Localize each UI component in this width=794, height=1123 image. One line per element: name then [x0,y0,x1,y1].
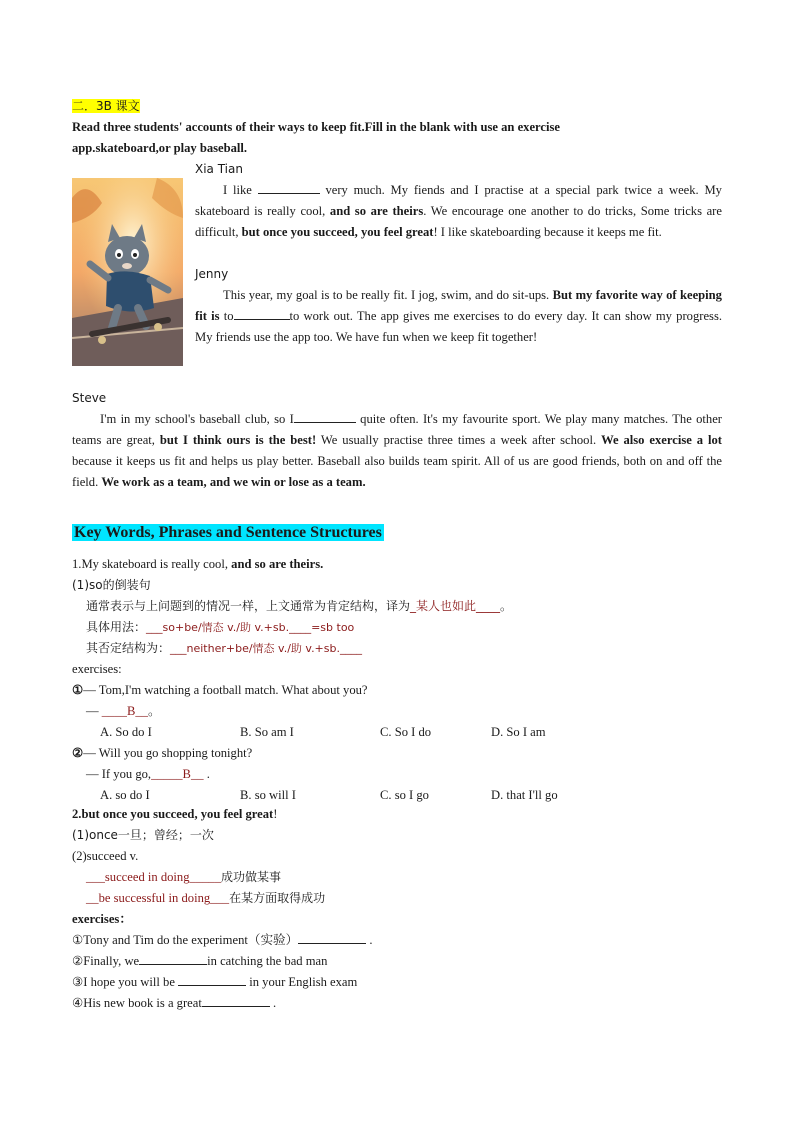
key-point-2 [72,804,722,1014]
xia-tian-bold-2: but once you succeed, you feel great [241,225,434,239]
kp1-usage-label: 具体用法： [86,620,147,634]
kp1-q2-ans-end: . [203,767,210,781]
kp1-q2-answer: _____B__ [151,767,204,781]
kp1-q1-answer-line [72,701,722,722]
kp1-q2-options [72,785,722,806]
kp1-q2-option-b[interactable]: B. so will I [240,788,296,802]
jenny-paragraph [195,285,722,348]
kp1-neg-answer: ___neither+be/情态 v./助 v.+sb.____ [170,642,362,655]
kp2-ex-4-blank[interactable] [202,993,270,1007]
kp1-q2-option-d[interactable]: D. that I'll go [491,788,558,802]
kp2-ex-2-text: ②Finally, we [72,954,140,968]
kp1-title-bold: and so are theirs. [231,557,324,571]
kp2-ex-3-end: in your English exam [246,975,358,989]
kp2-ex-1-text: ①Tony and Tim do the experiment（实验） [72,933,299,947]
steve-bold-3: We work as a team, and we win or lose as a team. [101,475,366,489]
steve-text-d: because it keeps us fit and helps us play better. Baseball also builds team spirit. All of us are good friends, both on and off the field. [72,454,722,489]
kp1-q1-option-c[interactable]: C. So I do [380,725,432,739]
jenny-text-b: to [223,309,234,323]
kp2-exercises-label: exercises： [72,912,132,926]
kp1-q1-num: ① [72,683,84,697]
kp2-ex-1 [72,930,722,951]
kp2-title-bold: 2.but once you succeed, you feel great [72,807,274,821]
kp1-q1-options [72,722,722,743]
steve-block [72,388,722,493]
kp1-q1-ans-pre: — [86,704,102,718]
xia-tian-paragraph [195,180,722,243]
key-point-1 [72,554,722,806]
kp2-sub2: (2)succeed v. [72,849,139,863]
kp2-ex-2-blank[interactable] [139,951,207,965]
steve-paragraph [72,409,722,493]
xia-tian-text-a: I like [223,183,252,197]
cat-skateboarding-illustration-icon [72,178,183,366]
kp1-q2-text: — Will you go shopping tonight? [83,746,253,760]
kp2-ex-4-end: . [269,996,277,1010]
kp2-ex-4-text: ④His new book is a great [72,996,202,1010]
kp1-neg [72,638,722,659]
instructions-line1: Read three students' accounts of their ways to keep fit.Fill in the blank with use an exercise [72,120,561,134]
section-tag-line [72,96,140,117]
kp1-q2-ans-pre: — If you go, [86,767,152,781]
kp2-ex-3-blank[interactable] [178,972,246,986]
kp1-neg-label: 其否定结构为： [86,641,171,655]
xia-tian-blank[interactable] [258,180,320,194]
kp1-q1-option-b[interactable]: B. So am I [240,725,294,739]
kp1-q1-text: — Tom,I'm watching a football match. What about you? [83,683,368,697]
jenny-text-c: to work out. The app gives me exercises to do every day. It can show my progress. My friends use the app too. We have fun when we keep fit together! [195,309,722,344]
kp2-phrase-1-cn: 成功做某事 [221,870,282,884]
kp1-q2 [72,743,722,764]
kp1-q1-answer: ____B__ [101,704,148,718]
instructions-line2: app.skateboard,or play baseball. [72,141,248,155]
kp1-q2-answer-line [72,764,722,785]
xia-tian-name: Xia Tian [195,162,243,176]
kp2-ex-3 [72,972,722,993]
kp2-phrase-1 [72,867,722,888]
kp1-q2-option-c[interactable]: C. so I go [380,788,429,802]
kp2-phrase-1-answer: ___succeed in doing_____ [86,870,222,884]
kp1-usage [72,617,722,638]
kp2-ex-3-text: ③I hope you will be [72,975,175,989]
steve-name: Steve [72,391,107,405]
steve-blank[interactable] [294,409,356,423]
cat-skateboard-image [72,178,183,366]
kp1-q1-ans-end: 。 [147,704,161,718]
kp2-phrase-2-cn: 在某方面取得成功 [229,891,326,905]
kp1-q2-num: ② [72,746,84,760]
steve-bold-2: We also exercise a lot [601,433,722,447]
right-column [195,159,722,348]
kp2-ex-1-blank[interactable] [298,930,366,944]
xia-tian-text-b: very much. My fiends and I practise at a special park twice a week. My skateboard is really cool, [195,183,722,218]
steve-text-b: quite often. It's my favourite sport. We play many matches. The other teams are great, [72,412,722,447]
kp2-ex-2-end: in catching the bad man [207,954,328,968]
kp1-exercises-label: exercises: [72,662,122,676]
key-heading: Key Words, Phrases and Sentence Structures [74,524,382,541]
kp2-phrase-2-answer: __be successful in doing___ [86,891,230,905]
kp1-title: 1.My skateboard is really cool, [72,557,228,571]
kp1-q1-option-d[interactable]: D. So I am [491,725,546,739]
jenny-blank[interactable] [234,306,290,320]
kp2-ex-4 [72,993,722,1014]
kp2-ex-1-end: . [366,933,373,947]
kp1-q1 [72,680,722,701]
jenny-text-a: This year, my goal is to be really fit. I jog, swim, and do sit-ups. [223,288,550,302]
jenny-bold: But my favorite way of keeping fit is [195,288,722,323]
kp2-phrase-2 [72,888,722,909]
steve-bold-1: but I think ours is the best! [159,433,317,447]
xia-tian-bold-1: and so are theirs [329,204,424,218]
kp2-ex-2 [72,951,722,972]
steve-text-a: I'm in my school's baseball club, so I [100,412,294,426]
steve-text-c: We usually practise three times a week after school. [320,433,597,447]
kp1-desc-text: 通常表示与上问题到的情况一样，上文通常为肯定结构，译为 [86,599,411,613]
kp1-q1-option-a[interactable]: A. So do I [100,725,152,739]
kp1-desc [72,596,722,617]
instructions [72,117,722,159]
kp1-usage-answer: ___so+be/情态 v./助 v.+sb.____=sb too [146,621,355,634]
kp1-desc-end: 。 [500,599,513,613]
xia-tian-text-d: ! I like skateboarding because it keeps me fit. [433,225,662,239]
kp2-sub1: (1)once一旦；曾经；一次 [72,828,214,842]
kp2-title-end: ! [273,807,278,821]
section-tag: 二．3B 课文 [72,99,140,113]
kp1-q2-option-a[interactable]: A. so do I [100,788,150,802]
kp1-sub1: (1)so的倒装句 [72,578,151,592]
xia-tian-text-c: . We encourage one another to do tricks, Some tricks are difficult, [195,204,722,239]
kp1-desc-answer: _某人也如此____ [410,599,501,613]
jenny-name: Jenny [195,267,229,281]
key-heading-line [72,521,384,545]
